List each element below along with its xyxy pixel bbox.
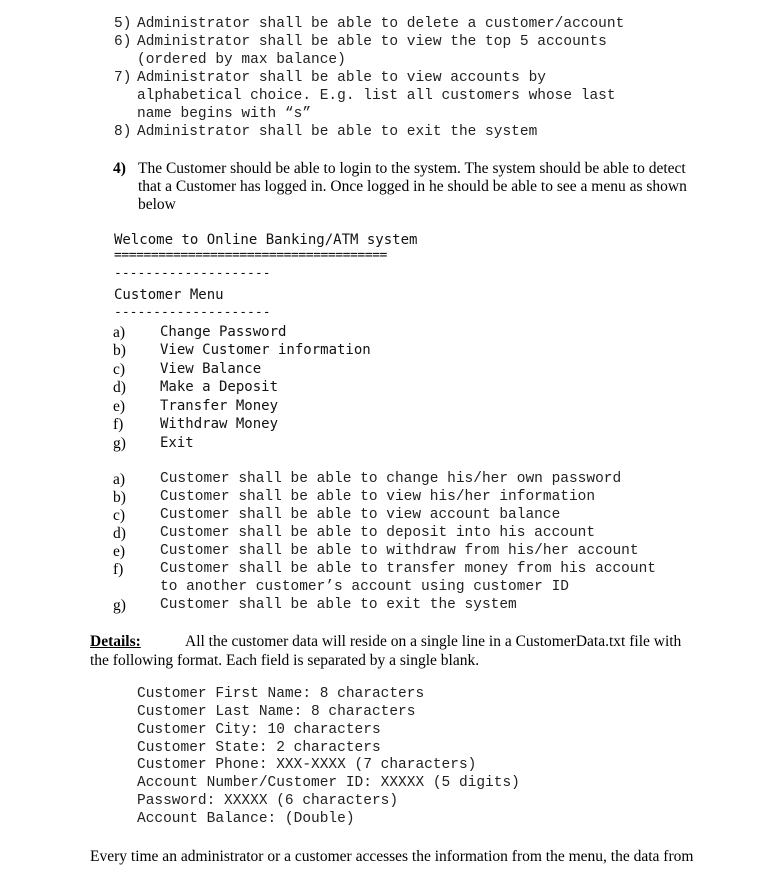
menu-item-exit: Exit [160, 435, 194, 451]
dash-rule: -------------------- [114, 305, 271, 320]
req-text: Customer shall be able to deposit into his account [160, 525, 596, 541]
req-number: 6) [114, 34, 132, 50]
req-text: alphabetical choice. E.g. list all customers whose last [137, 88, 616, 104]
menu-item-transfer-money: Transfer Money [160, 398, 279, 414]
field-state: Customer State: 2 characters [137, 740, 381, 756]
menu-item-letter: e) [113, 398, 126, 415]
req-text: Administrator shall be able to view accounts by [137, 70, 546, 86]
req-letter: e) [113, 543, 126, 560]
req-text: Administrator shall be able to delete a customer/account [137, 16, 625, 32]
req-letter: a) [113, 471, 126, 488]
field-city: Customer City: 10 characters [137, 722, 381, 738]
menu-item-letter: f) [113, 416, 124, 433]
menu-item-letter: a) [113, 324, 126, 341]
req-letter: c) [113, 507, 126, 524]
req-letter: d) [113, 525, 126, 542]
req-text: (ordered by max balance) [137, 52, 346, 68]
menu-item-letter: b) [113, 342, 126, 359]
req-text: Customer shall be able to withdraw from his/her account [160, 543, 639, 559]
footer-text: Every time an administrator or a customer accesses the information from the menu, the data from [90, 848, 694, 865]
menu-item-letter: g) [113, 435, 126, 452]
req-number: 8) [114, 124, 132, 140]
details-label: Details: [90, 633, 141, 650]
req-letter: f) [113, 561, 124, 578]
section-text: The Customer should be able to login to the system. The system should be able to detect [138, 160, 686, 177]
req-text: Customer shall be able to view his/her information [160, 489, 596, 505]
field-account-number: Account Number/Customer ID: XXXXX (5 digits) [137, 775, 520, 791]
menu-title: Customer Menu [114, 287, 224, 303]
welcome-title: Welcome to Online Banking/ATM system [114, 232, 418, 248]
req-text: Administrator shall be able to exit the system [137, 124, 538, 140]
req-number: 5) [114, 16, 132, 32]
details-text: All the customer data will reside on a single line in a CustomerData.txt file with [185, 633, 682, 650]
details-text: the following format. Each field is separated by a single blank. [90, 652, 480, 669]
field-first-name: Customer First Name: 8 characters [137, 686, 425, 702]
menu-item-view-balance: View Balance [160, 361, 262, 377]
req-text: name begins with “s” [137, 106, 312, 122]
equals-rule: ===================================== [114, 248, 387, 263]
menu-item-view-customer-info: View Customer information [160, 342, 371, 358]
req-text: Customer shall be able to change his/her own password [160, 471, 622, 487]
field-phone: Customer Phone: XXX-XXXX (7 characters) [137, 757, 477, 773]
req-text: Customer shall be able to view account balance [160, 507, 561, 523]
section-number: 4) [113, 160, 126, 177]
menu-item-withdraw-money: Withdraw Money [160, 416, 279, 432]
dash-rule: -------------------- [114, 266, 271, 281]
req-text: Administrator shall be able to view the top 5 accounts [137, 34, 607, 50]
section-text: below [138, 196, 176, 213]
req-text: Customer shall be able to exit the system [160, 597, 517, 613]
menu-item-change-password: Change Password [160, 324, 287, 340]
req-text: Customer shall be able to transfer money from his account [160, 561, 656, 577]
field-last-name: Customer Last Name: 8 characters [137, 704, 416, 720]
req-text: to another customer’s account using customer ID [160, 579, 569, 595]
req-letter: g) [113, 597, 126, 614]
req-number: 7) [114, 70, 132, 86]
menu-item-letter: d) [113, 379, 126, 396]
section-text: that a Customer has logged in. Once logged in he should be able to see a menu as shown [138, 178, 687, 195]
menu-item-letter: c) [113, 361, 126, 378]
menu-item-make-deposit: Make a Deposit [160, 379, 279, 395]
field-password: Password: XXXXX (6 characters) [137, 793, 399, 809]
req-letter: b) [113, 489, 126, 506]
field-account-balance: Account Balance: (Double) [137, 811, 355, 827]
